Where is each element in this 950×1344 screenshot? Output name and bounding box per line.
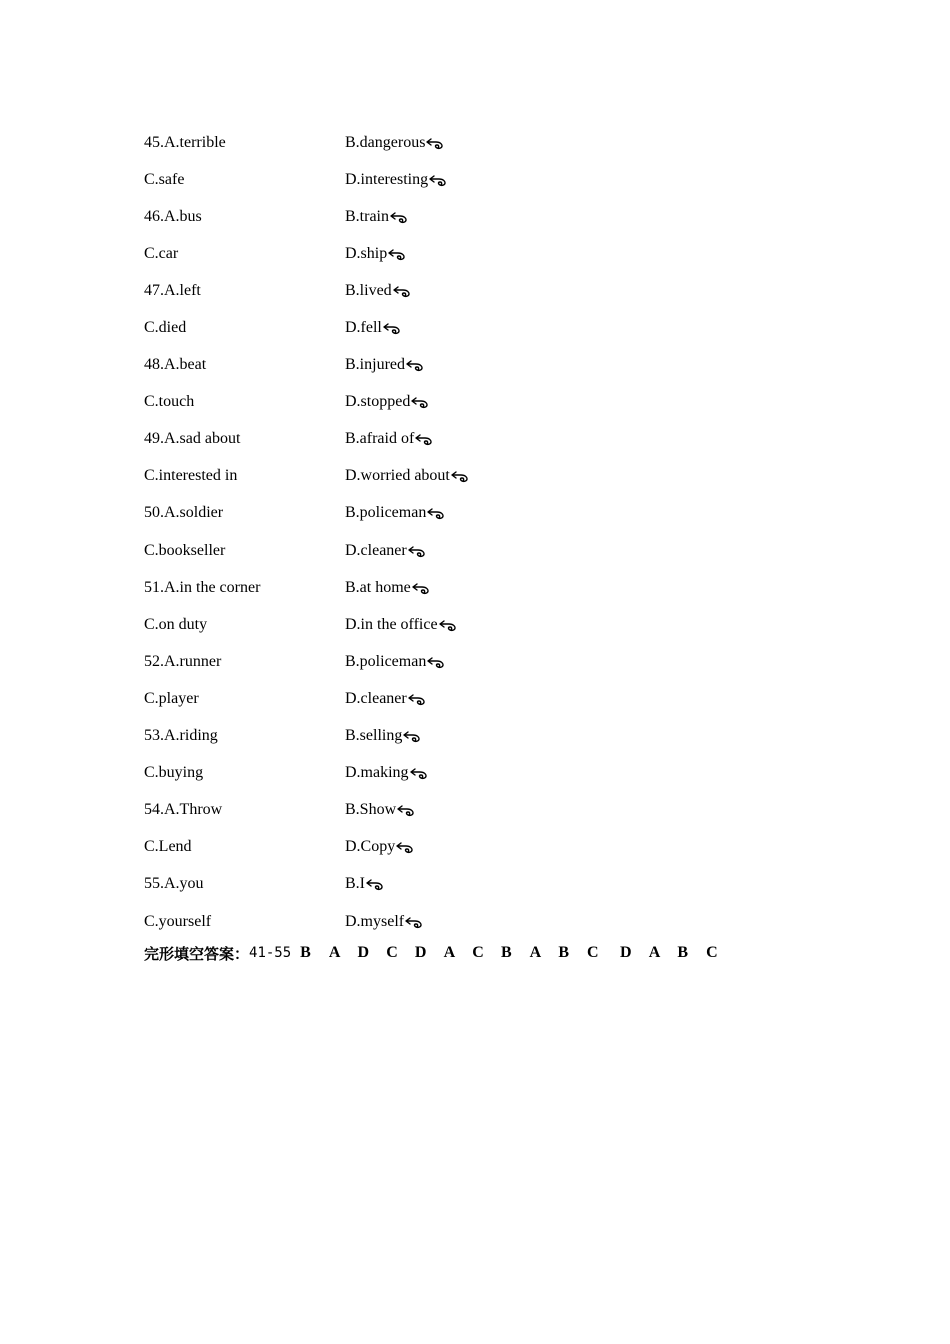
option-right-cell [345, 616, 457, 634]
answer-letter: A [529, 944, 542, 961]
answer-letter: D [620, 944, 632, 961]
option-row [144, 755, 844, 792]
option-right-cell [345, 838, 414, 856]
return-arrow-icon [390, 212, 408, 224]
return-arrow-icon [415, 434, 433, 446]
option-right-cell [345, 913, 423, 931]
option-right: B.I [345, 875, 365, 893]
return-arrow-icon [366, 879, 384, 891]
option-row [144, 569, 844, 606]
option-right: D.interesting [345, 170, 429, 188]
answer-key-label: 完形填空答案： [144, 944, 250, 963]
option-left: 48.A.beat [144, 356, 207, 374]
return-arrow-icon [429, 175, 447, 187]
answer-key [144, 940, 735, 966]
option-row [144, 421, 844, 458]
option-row [144, 235, 844, 272]
answer-letter: C [472, 944, 484, 961]
option-right-cell [345, 245, 406, 263]
option-left: C.died [144, 319, 187, 337]
option-left: C.Lend [144, 838, 192, 856]
return-arrow-icon [451, 471, 469, 483]
return-arrow-icon [405, 917, 423, 929]
option-left: 53.A.riding [144, 727, 218, 745]
option-left: 51.A.in the corner [144, 578, 261, 596]
option-left: C.car [144, 244, 179, 262]
option-right-cell [345, 875, 384, 893]
option-right-cell [345, 319, 401, 337]
return-arrow-icon [427, 508, 445, 520]
return-arrow-icon [411, 397, 429, 409]
option-row [144, 532, 844, 569]
option-left: 46.A.bus [144, 207, 202, 225]
return-arrow-icon [406, 360, 424, 372]
option-right: B.Show [345, 801, 397, 819]
option-left: C.safe [144, 170, 185, 188]
option-right: B.dangerous [345, 133, 426, 151]
option-left: C.player [144, 689, 199, 707]
return-arrow-icon [410, 768, 428, 780]
return-arrow-icon [426, 138, 444, 150]
option-row [144, 161, 844, 198]
option-left: C.on duty [144, 615, 208, 633]
answer-letter: C [386, 944, 398, 961]
option-right: D.cleaner [345, 541, 407, 559]
option-row [144, 680, 844, 717]
option-right-cell [345, 653, 445, 671]
option-left: C.bookseller [144, 541, 226, 559]
option-row [144, 384, 844, 421]
option-right: D.fell [345, 319, 382, 337]
option-left: 47.A.left [144, 281, 201, 299]
answer-key-range: 41-55 [249, 945, 292, 961]
option-right-cell [345, 134, 444, 152]
return-arrow-icon [393, 286, 411, 298]
option-right-cell [345, 542, 426, 560]
option-right: D.cleaner [345, 689, 407, 707]
answer-letter: A [443, 944, 456, 961]
option-left: C.buying [144, 764, 204, 782]
answer-letter: B [300, 944, 311, 961]
answer-letter: A [648, 944, 661, 961]
option-left: C.interested in [144, 467, 238, 485]
return-arrow-icon [403, 731, 421, 743]
option-right-cell [345, 430, 433, 448]
answer-letter: C [706, 944, 718, 961]
return-arrow-icon [383, 323, 401, 335]
option-left: 45.A.terrible [144, 133, 226, 151]
answer-letter: A [328, 944, 341, 961]
answer-letter: B [500, 944, 512, 961]
option-row [144, 606, 844, 643]
option-right: B.policeman [345, 652, 427, 670]
answer-letter: B [677, 944, 689, 961]
option-right-cell [345, 208, 408, 226]
option-row [144, 495, 844, 532]
option-right: B.at home [345, 578, 411, 596]
answer-letter: B [558, 944, 570, 961]
answer-letter: C [587, 944, 599, 961]
option-row [144, 198, 844, 235]
option-left: 50.A.soldier [144, 504, 224, 522]
option-right: D.worried about [345, 467, 450, 485]
option-left: 52.A.runner [144, 652, 222, 670]
option-row [144, 347, 844, 384]
return-arrow-icon [388, 249, 406, 261]
option-row [144, 903, 844, 940]
option-row [144, 866, 844, 903]
return-arrow-icon [397, 805, 415, 817]
option-right: D.ship [345, 244, 388, 262]
answer-key-letters [300, 944, 735, 962]
option-right: D.myself [345, 912, 405, 930]
option-left: C.touch [144, 393, 195, 411]
option-left: 55.A.you [144, 875, 204, 893]
return-arrow-icon [427, 657, 445, 669]
option-right-cell [345, 727, 421, 745]
option-row [144, 792, 844, 829]
option-row [144, 124, 844, 161]
option-row [144, 829, 844, 866]
option-row [144, 458, 844, 495]
option-right-cell [345, 579, 430, 597]
option-right-cell [345, 801, 415, 819]
option-right-cell [345, 690, 426, 708]
option-right-cell [345, 504, 445, 522]
option-right-cell [345, 764, 428, 782]
option-right-cell [345, 282, 411, 300]
answer-letter: D [357, 944, 370, 961]
option-row [144, 643, 844, 680]
option-right-cell [345, 356, 424, 374]
option-right: D.stopped [345, 393, 411, 411]
option-left: 54.A.Throw [144, 801, 223, 819]
option-list [144, 124, 844, 940]
option-row [144, 272, 844, 309]
return-arrow-icon [408, 546, 426, 558]
option-right: D.Copy [345, 838, 396, 856]
return-arrow-icon [412, 583, 430, 595]
return-arrow-icon [396, 842, 414, 854]
option-row [144, 309, 844, 346]
option-right: B.injured [345, 356, 405, 374]
option-left: C.yourself [144, 912, 212, 930]
option-right: B.afraid of [345, 430, 415, 448]
option-right: D.in the office [345, 615, 438, 633]
option-right: B.selling [345, 727, 403, 745]
option-row [144, 718, 844, 755]
option-right: B.policeman [345, 504, 427, 522]
option-right-cell [345, 393, 429, 411]
option-right-cell [345, 171, 447, 189]
option-right: D.making [345, 764, 409, 782]
option-right-cell [345, 467, 469, 485]
answer-letter: D [414, 944, 427, 961]
return-arrow-icon [408, 694, 426, 706]
option-left: 49.A.sad about [144, 430, 241, 448]
option-right: B.train [345, 207, 389, 225]
option-right: B.lived [345, 281, 392, 299]
return-arrow-icon [439, 620, 457, 632]
